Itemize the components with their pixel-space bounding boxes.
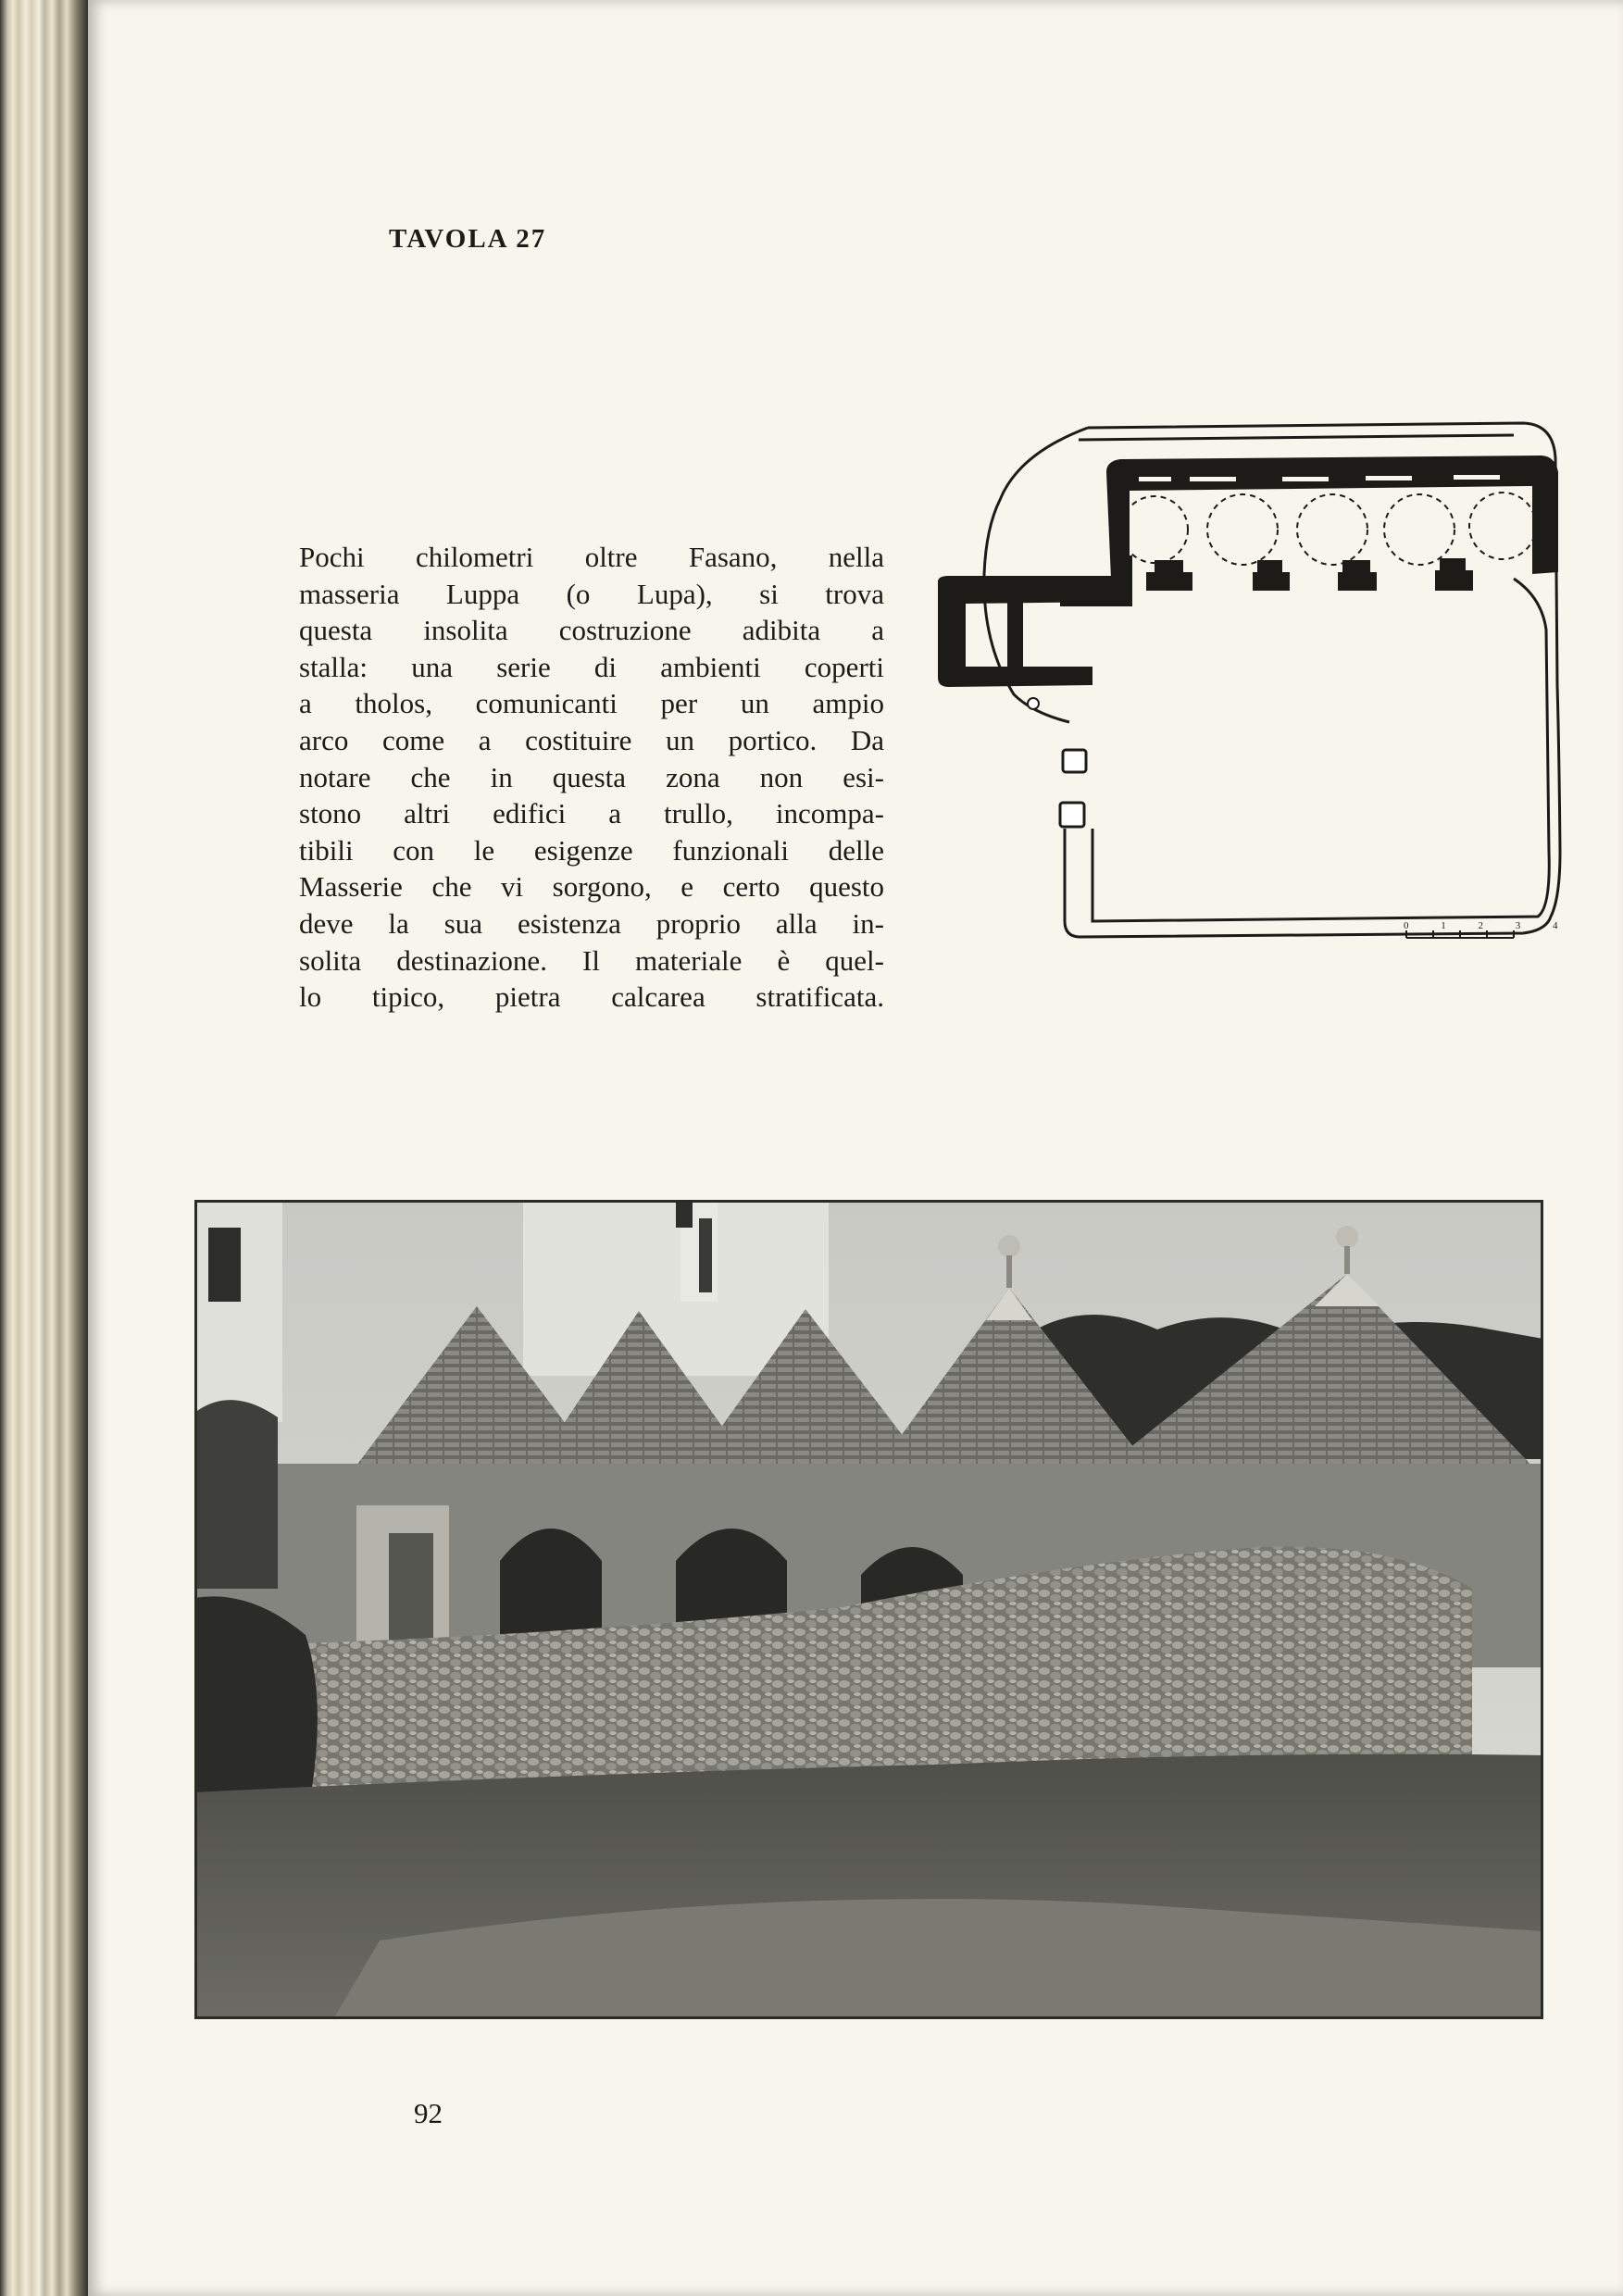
page-number: 92 xyxy=(414,2097,443,2129)
book-page-stack xyxy=(0,0,88,2296)
text-line: Pochi chilometri oltre Fasano, nella xyxy=(299,541,884,573)
floor-plan-drawing xyxy=(912,417,1579,1009)
book-page xyxy=(88,0,1623,2296)
text-line: stono altri edifici a trullo, incompa- xyxy=(299,797,884,830)
text-line: deve la sua esistenza proprio alla in- xyxy=(299,906,884,940)
text-line: questa insolita costruzione adibita a xyxy=(299,614,884,647)
text-line: arco come a costituire un portico. Da xyxy=(299,723,884,756)
text-line: stalla: una serie di ambienti coperti xyxy=(299,650,884,683)
text-line: masseria Luppa (o Lupa), si trova xyxy=(299,577,884,610)
text-line: tibili con le esigenze funzionali delle xyxy=(299,833,884,867)
scale-label: 0 1 2 3 4 xyxy=(1404,920,1573,931)
text-line: a tholos, comunicanti per un ampio xyxy=(299,687,884,720)
text-line: Masserie che vi sorgono, e certo questo xyxy=(299,870,884,904)
plate-heading: TAVOLA 27 xyxy=(389,224,547,254)
text-line: notare che in questa zona non esi- xyxy=(299,760,884,793)
text-line: lo tipico, pietra calcarea stratificata. xyxy=(299,980,884,1014)
photograph-trulli-stable xyxy=(194,1200,1543,2019)
text-line: solita destinazione. Il materiale è quel- xyxy=(299,943,884,977)
description-paragraph xyxy=(299,539,884,1016)
